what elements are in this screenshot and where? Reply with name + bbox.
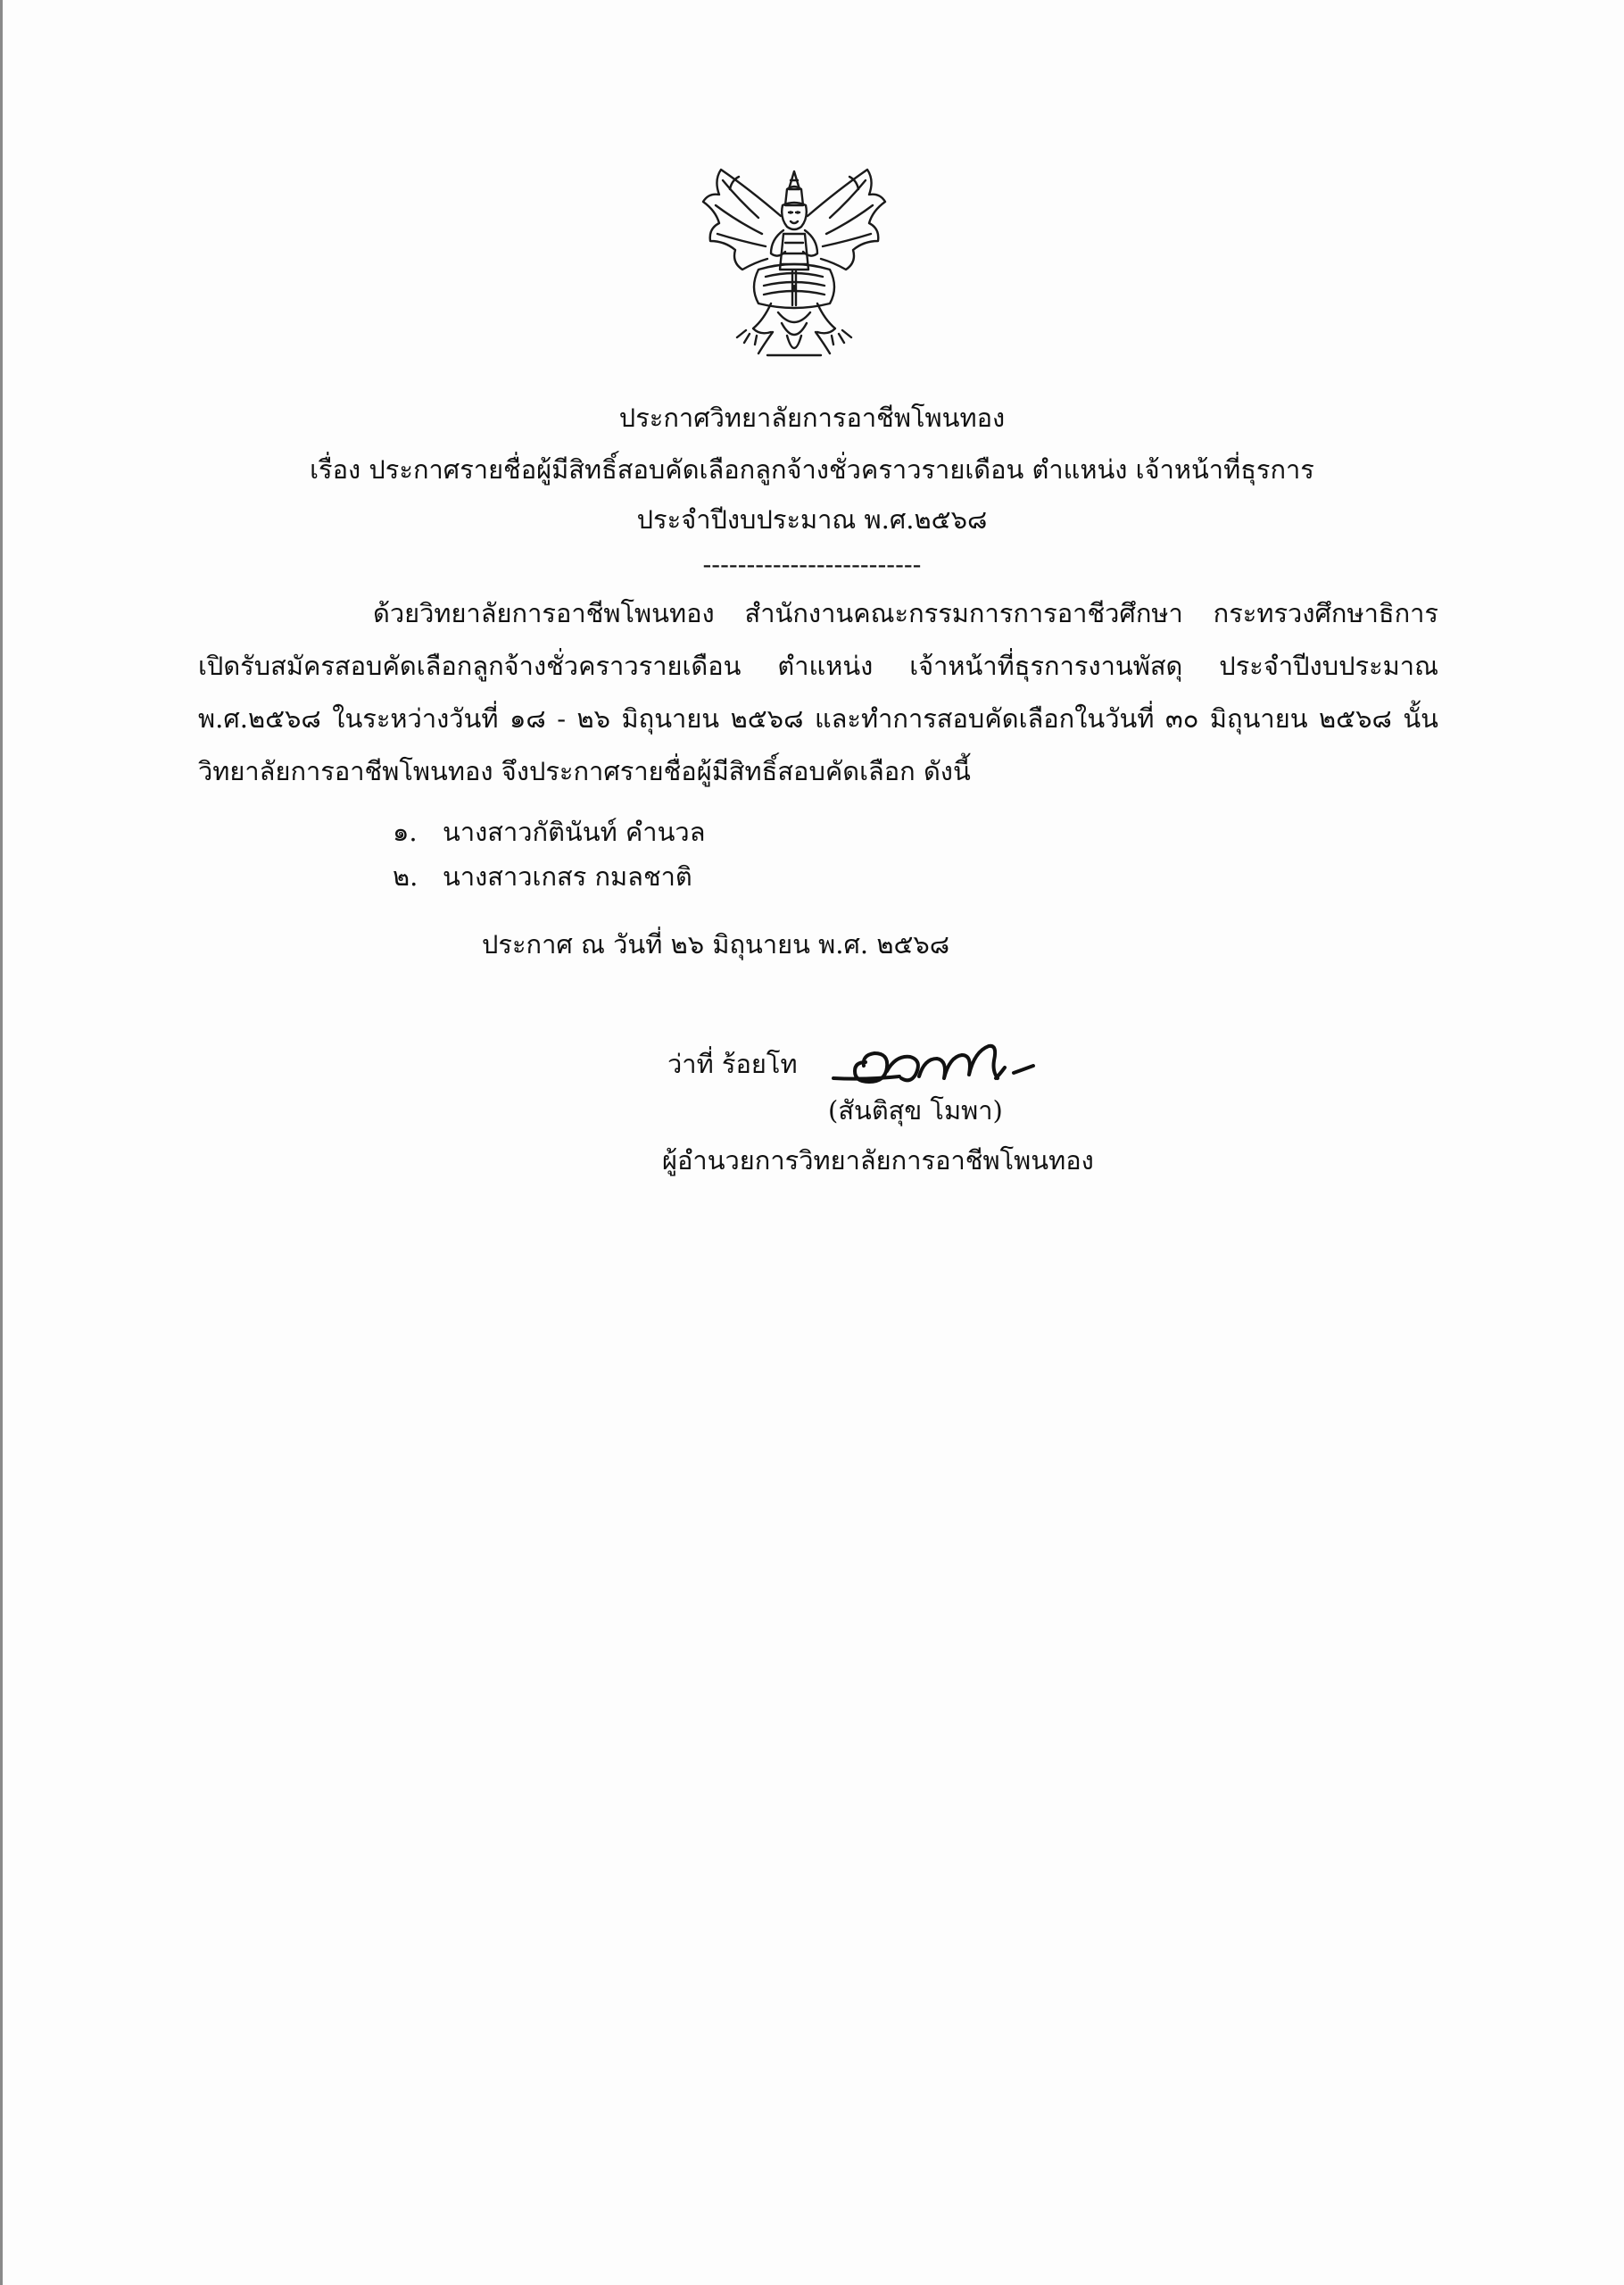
body-paragraph: ด้วยวิทยาลัยการอาชีพโพนทอง สำนักงานคณะกรรมการการอาชีวศึกษา กระทรวงศึกษาธิการ เปิดรับสมัครสอบคัดเลือกลูกจ้างชั่วคราวรายเดือน ตำแหน่ง เจ้าหน้าที่ธุรการงานพัสดุ ประจำปีงบประมาณ พ.ศ.๒๕๖๘ ในระหว่างวันที่ ๑๘ - ๒๖ มิถุนายน ๒๕๖๘ และทำการสอบคัดเลือกในวันที่ ๓๐ มิถุนายน ๒๕๖๘ นั้น วิทยาลัยการอาชีพโพนทอง จึงประกาศรายชื่อผู้มีสิทธิ์สอบคัดเลือก ดังนี้ <box>198 598 1438 786</box>
list-item-number: ๑. <box>393 817 418 847</box>
signer-position: ผู้อำนวยการวิทยาลัยการอาชีพโพนทอง <box>662 1145 1094 1176</box>
signer-rank: ว่าที่ ร้อยโท <box>667 1049 798 1079</box>
announcement-date: ประกาศ ณ วันที่ ๒๖ มิถุนายน พ.ศ. ๒๕๖๘ <box>482 929 950 960</box>
announcement-title: ประกาศวิทยาลัยการอาชีพโพนทอง <box>618 403 1006 433</box>
announcement-subject: เรื่อง ประกาศรายชื่อผู้มีสิทธิ์สอบคัดเลือกลูกจ้างชั่วคราวรายเดือน ตำแหน่ง เจ้าหน้าที่ธุรการ <box>310 454 1314 485</box>
list-item <box>393 859 692 894</box>
handwritten-signature <box>830 1035 1098 1098</box>
candidate-name: นางสาวเกสร กมลชาติ <box>443 861 692 892</box>
signer-name: (สันติสุข โมพา) <box>828 1095 1003 1126</box>
page-edge <box>0 0 3 2285</box>
garuda-emblem-icon <box>696 154 892 372</box>
list-item-number: ๒. <box>393 861 418 892</box>
fiscal-year-line: ประจำปีงบประมาณ พ.ศ.๒๕๖๘ <box>636 504 988 535</box>
header-divider: ------------------------- <box>702 549 922 579</box>
list-item <box>393 814 705 850</box>
candidate-name: นางสาวกัตินันท์ คำนวล <box>443 817 706 847</box>
